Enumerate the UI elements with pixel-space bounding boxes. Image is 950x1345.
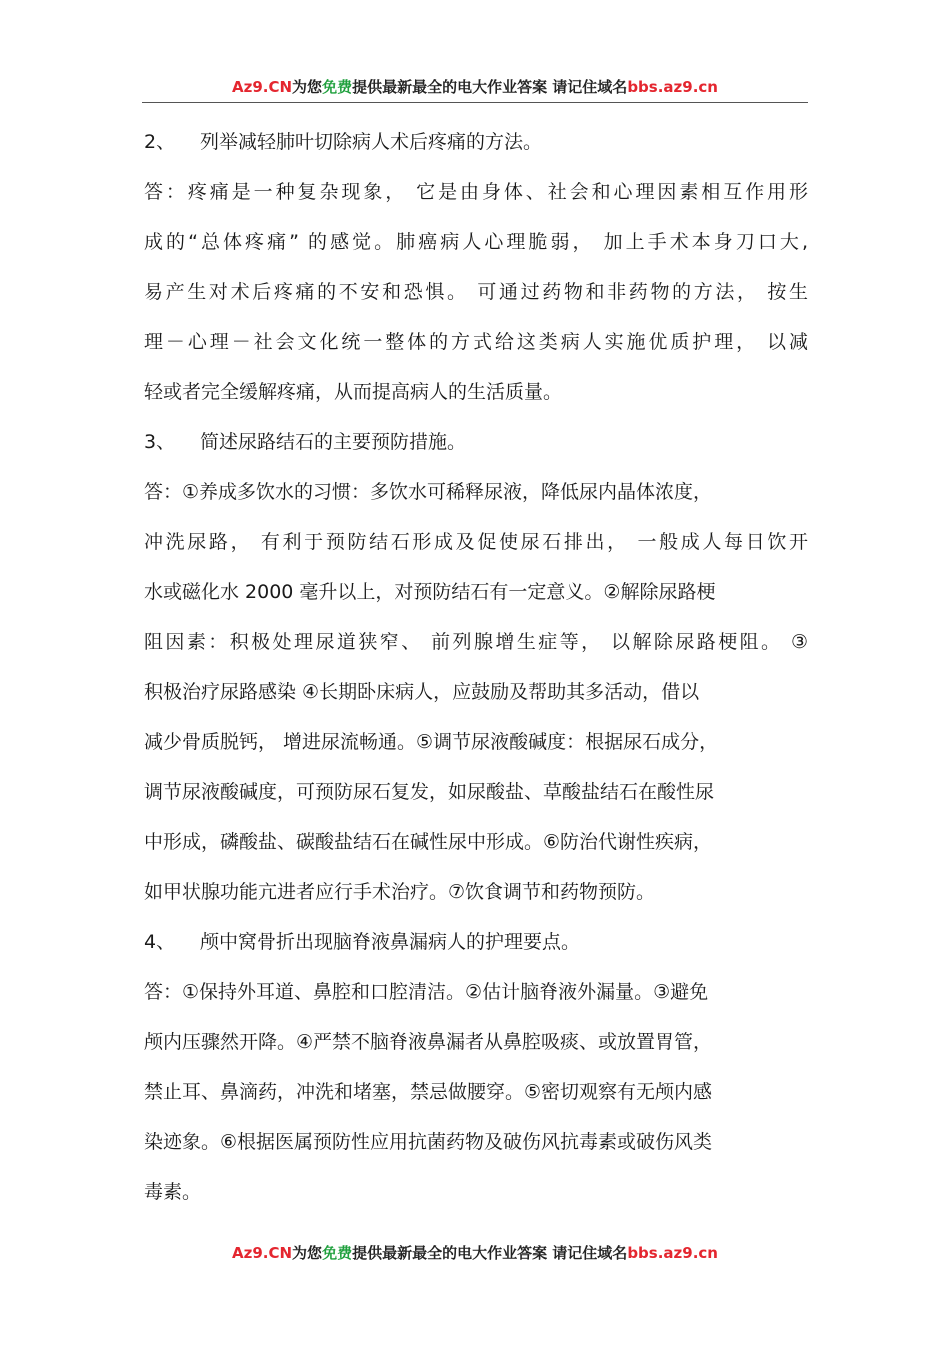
answer-2-line: 易产生对术后疼痛的不安和恐惧。 可通过药物和非药物的方法， 按生 — [144, 281, 808, 303]
answer-4-line: 禁止耳、鼻滴药，冲洗和堵塞，禁忌做腰穿。⑤密切观察有无颅内感 — [144, 1081, 713, 1103]
answer-3-line: 答：①养成多饮水的习惯：多饮水可稀释尿液，降低尿内晶体浓度， — [144, 481, 713, 503]
answer-2-line: 答：疼痛是一种复杂现象， 它是由身体、社会和心理因素相互作用形 — [144, 181, 808, 203]
answer-3-line: 阻因素：积极处理尿道狭窄、 前列腺增生症等， 以解除尿路梗阻。 ③ — [144, 631, 808, 653]
answer-4-line: 答：①保持外耳道、鼻腔和口腔清洁。②估计脑脊液外漏量。③避免 — [144, 981, 709, 1003]
question-3-text: 简述尿路结石的主要预防措施。 — [200, 431, 467, 453]
answer-2-line: 成的“总体疼痛” 的感觉。肺癌病人心理脆弱， 加上手术本身刀口大, — [144, 231, 808, 253]
footer-banner — [0, 1243, 950, 1263]
footer-text-2: 提供最新最全的电大作业答案 请记住域名 — [352, 1244, 628, 1262]
question-4-number: 4、 — [144, 931, 176, 953]
question-4-text: 颅中窝骨折出现脑脊液鼻漏病人的护理要点。 — [200, 931, 581, 953]
answer-3-line: 调节尿液酸碱度，可预防尿石复发，如尿酸盐、草酸盐结石在酸性尿 — [144, 781, 715, 803]
question-3 — [144, 417, 808, 467]
answer-3-line: 水或磁化水 2000 毫升以上，对预防结石有一定意义。②解除尿路梗 — [144, 581, 716, 603]
header-domain: bbs.az9.cn — [627, 78, 718, 96]
footer-free-label: 免费 — [322, 1244, 353, 1262]
answer-3-line: 如甲状腺功能亢进者应行手术治疗。⑦饮食调节和药物预防。 — [144, 881, 656, 903]
footer-site-name: Az9.CN — [232, 1244, 293, 1262]
answer-3-line: 积极治疗尿路感染 ④长期卧床病人，应鼓励及帮助其多活动，借以 — [144, 681, 700, 703]
header-site-name: Az9.CN — [232, 78, 293, 96]
header-rule — [142, 102, 808, 103]
header-text-2: 提供最新最全的电大作业答案 请记住域名 — [352, 78, 628, 96]
header-text-1: 为您 — [292, 78, 323, 96]
document-body — [144, 117, 808, 1217]
question-3-number: 3、 — [144, 431, 176, 453]
answer-2-line: 理－心理－社会文化统一整体的方式给这类病人实施优质护理， 以减 — [144, 331, 808, 353]
question-2 — [144, 117, 808, 167]
answer-4-line: 染迹象。⑥根据医属预防性应用抗菌药物及破伤风抗毒素或破伤风类 — [144, 1131, 713, 1153]
answer-3-line: 冲洗尿路， 有利于预防结石形成及促使尿石排出， 一般成人每日饮开 — [144, 531, 808, 553]
footer-domain: bbs.az9.cn — [627, 1244, 718, 1262]
answer-2-line: 轻或者完全缓解疼痛，从而提高病人的生活质量。 — [144, 381, 563, 403]
answer-3-line: 中形成，磷酸盐、碳酸盐结石在碱性尿中形成。⑥防治代谢性疾病， — [144, 831, 713, 853]
answer-4-line: 毒素。 — [144, 1181, 202, 1203]
header-banner — [0, 77, 950, 97]
answer-4-line: 颅内压骤然开降。④严禁不脑脊液鼻漏者从鼻腔吸痰、或放置胃管， — [144, 1031, 713, 1053]
footer-text-1: 为您 — [292, 1244, 323, 1262]
question-4 — [144, 917, 808, 967]
answer-3-line: 减少骨质脱钙， 增进尿流畅通。⑤调节尿液酸碱度：根据尿石成分， — [144, 731, 719, 753]
question-2-number: 2、 — [144, 131, 176, 153]
question-2-text: 列举减轻肺叶切除病人术后疼痛的方法。 — [200, 131, 543, 153]
header-free-label: 免费 — [322, 78, 353, 96]
